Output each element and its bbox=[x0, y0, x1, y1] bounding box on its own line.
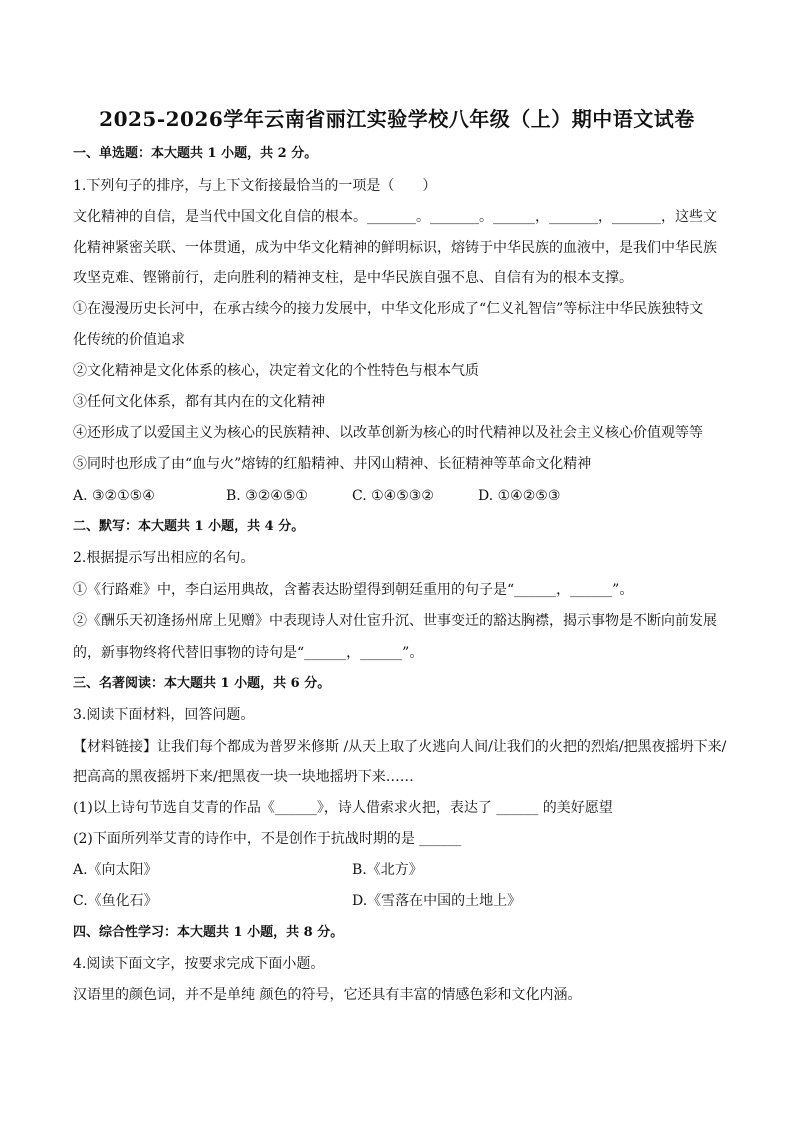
question-1-option-c[interactable]: C. ①④⑤③② bbox=[352, 488, 434, 504]
question-1-option-d[interactable]: D. ①④②⑤③ bbox=[478, 488, 561, 504]
question-1-item: ③任何文化体系，都有其内在的文化精神 bbox=[73, 394, 325, 410]
question-3-option-b[interactable]: B.《北方》 bbox=[352, 862, 423, 878]
question-1-option-b[interactable]: B. ③②④⑤① bbox=[226, 488, 308, 504]
section-1-heading: 一、单选题：本大题共 1 小题，共 2 分。 bbox=[73, 146, 318, 161]
question-1-stem: 1.下列句子的排序，与上下文衔接最恰当的一项是（ ） bbox=[73, 178, 437, 194]
question-1-passage-line: 化精神紧密关联、一体贯通，成为中华文化精神的鲜明标识，熔铸于中华民族的血液中，是我们中华民族 bbox=[73, 240, 717, 256]
question-3-option-c[interactable]: C.《鱼化石》 bbox=[73, 893, 158, 909]
question-3-sub-2: (2)下面所列举艾青的诗作中，不是创作于抗战时期的是 ______ bbox=[73, 831, 462, 847]
question-3-option-d[interactable]: D.《雪落在中国的土地上》 bbox=[352, 893, 522, 909]
question-2-line: ①《行路难》中，李白运用典故，含蓄表达盼望得到朝廷重用的句子是“______，______”。 bbox=[73, 582, 634, 598]
question-1-item: 化传统的价值追求 bbox=[73, 332, 185, 348]
question-1-item: ⑤同时也形成了由“血与火”熔铸的红船精神、井冈山精神、长征精神等革命文化精神 bbox=[73, 456, 592, 472]
question-1-passage-line: 文化精神的自信，是当代中国文化自信的根本。_______。_______。______，_______，_______，这些文 bbox=[73, 209, 717, 225]
question-2-line: ②《酬乐天初逢扬州席上见赠》中表现诗人对仕宦升沉、世事变迁的豁达胸襟，揭示事物是不断向前发展 bbox=[73, 613, 717, 629]
exam-title: 2025-2026学年云南省丽江实验学校八年级（上）期中语文试卷 bbox=[99, 107, 695, 131]
question-4-stem: 4.阅读下面文字，按要求完成下面小题。 bbox=[73, 956, 325, 972]
question-3-sub-1: (1)以上诗句节选自艾青的作品《______》，诗人借索求火把，表达了 ______ 的美好愿望 bbox=[73, 800, 613, 816]
question-3-stem: 3.阅读下面材料，回答问题。 bbox=[73, 707, 255, 723]
question-1-item: ①在漫漫历史长河中，在承古续今的接力发展中，中华文化形成了“仁义礼智信”等标注中华民族独特文 bbox=[73, 301, 704, 317]
question-3-option-a[interactable]: A.《向太阳》 bbox=[73, 862, 158, 878]
question-3-material-line: 把高高的黑夜摇坍下来/把黑夜一块一块地摇坍下来…… bbox=[73, 769, 414, 785]
question-3-material-line: 【材料链接】让我们每个都成为普罗米修斯 /从天上取了火逃向人间/让我们的火把的烈焰/把黑夜摇坍下来/ bbox=[73, 739, 727, 755]
question-2-stem: 2.根据提示写出相应的名句。 bbox=[73, 550, 255, 566]
section-2-heading: 二、默写：本大题共 1 小题，共 4 分。 bbox=[73, 519, 305, 534]
section-4-heading: 四、综合性学习：本大题共 1 小题，共 8 分。 bbox=[73, 925, 344, 940]
question-1-item: ④还形成了以爱国主义为核心的民族精神、以改革创新为核心的时代精神以及社会主义核心价值观等等 bbox=[73, 425, 703, 441]
question-1-passage-line: 攻坚克难、铿锵前行，走向胜利的精神支柱，是中华民族自强不息、自信有为的根本支撑。 bbox=[73, 270, 633, 286]
question-1-item: ②文化精神是文化体系的核心，决定着文化的个性特色与根本气质 bbox=[73, 363, 479, 379]
question-1-option-a[interactable]: A. ③②①⑤④ bbox=[73, 488, 155, 504]
question-2-line: 的，新事物终将代替旧事物的诗句是“______，______”。 bbox=[73, 645, 424, 661]
section-3-heading: 三、名著阅读：本大题共 1 小题，共 6 分。 bbox=[73, 676, 331, 691]
question-4-text: 汉语里的颜色词，并不是单纯 颜色的符号，它还具有丰富的情感色彩和文化内涵。 bbox=[73, 987, 582, 1003]
